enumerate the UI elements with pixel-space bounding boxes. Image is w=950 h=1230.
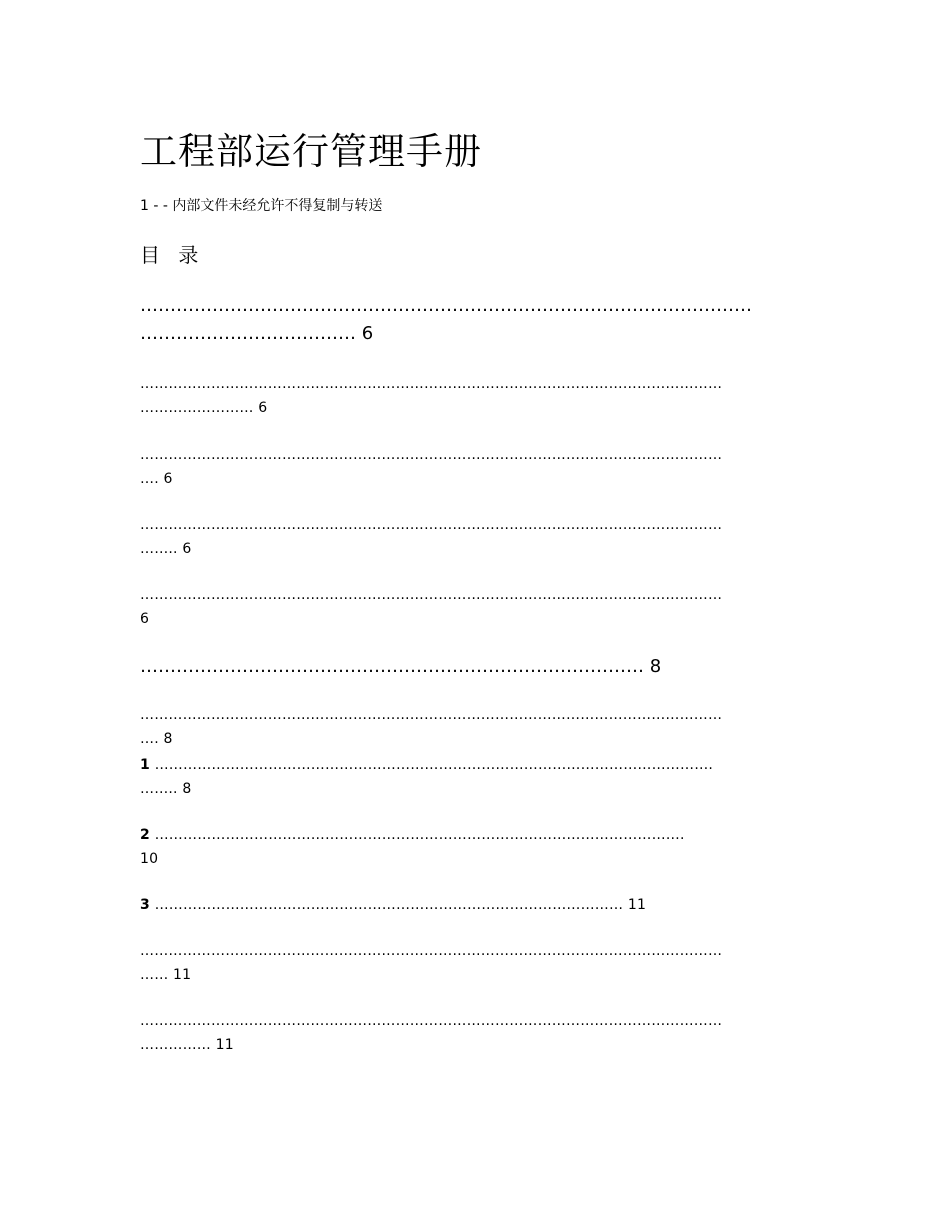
toc-leader-line: ……………………………………………………………………………………………………………: [140, 517, 723, 533]
toc-entry[interactable]: [140, 823, 810, 871]
toc-leader-dots: ………………………………………………………………………………………………….: [149, 827, 685, 843]
toc-leader-line: ……………………………………………………………………………………………………………: [140, 587, 723, 603]
toc-page-ref: …. 6: [140, 471, 173, 487]
section-number: 2: [140, 827, 150, 843]
section-number: 1: [140, 757, 150, 773]
toc-page-ref: …. 8: [140, 731, 173, 747]
toc-leader-line: [140, 823, 810, 847]
toc-leader-line: …………………………………………………………………………………………: [140, 295, 752, 316]
toc-leader-line: [140, 893, 810, 917]
toc-entry[interactable]: [140, 893, 810, 917]
toc-entry[interactable]: [140, 513, 810, 561]
subtitle: 1 - - 内部文件未经允许不得复制与转送: [140, 198, 383, 214]
toc-entry[interactable]: [140, 583, 810, 631]
toc-entry[interactable]: [140, 653, 810, 681]
toc-page-ref: …… 11: [140, 967, 192, 983]
toc-entry[interactable]: [140, 939, 810, 987]
page-title: 工程部运行管理手册: [140, 130, 482, 173]
toc-entry[interactable]: [140, 372, 810, 420]
toc-page-ref: …….. 6: [140, 541, 192, 557]
toc-leader-line: ……………………………………………………………………………………………………………: [140, 943, 723, 959]
toc-page-ref: …………………… 6: [140, 400, 268, 416]
toc-entry[interactable]: [140, 1009, 810, 1057]
toc-entry[interactable]: [140, 292, 810, 348]
toc-entry[interactable]: [140, 753, 810, 801]
toc-leader-dots: ……………………………………………………………………………………………………….: [149, 757, 714, 773]
toc-page-ref: 6: [140, 611, 150, 627]
section-number: 3: [140, 897, 150, 913]
toc-leader-dots: ……………………………………………………………………………………… 11: [149, 897, 647, 913]
toc-page-ref: …….. 8: [140, 781, 192, 797]
toc-leader-line: ……………………………………………………………………………………………………………: [140, 1013, 723, 1029]
toc-page-ref: …………… 11: [140, 1037, 234, 1053]
toc-leader-line: ……………………………………………………………………………………………………………: [140, 447, 723, 463]
toc-page-ref: ……………………………… 6: [140, 323, 374, 344]
toc-leader-line: ………………………………………………………………………… 8: [140, 656, 662, 677]
toc-entry[interactable]: [140, 443, 810, 491]
toc-leader-line: ……………………………………………………………………………………………………………: [140, 707, 723, 723]
toc-leader-line: ……………………………………………………………………………………………………………: [140, 376, 723, 392]
toc-heading: 目 录: [140, 243, 205, 267]
toc-leader-line: [140, 753, 810, 777]
toc-entry[interactable]: [140, 703, 810, 751]
toc-page-ref: 10: [140, 851, 159, 867]
